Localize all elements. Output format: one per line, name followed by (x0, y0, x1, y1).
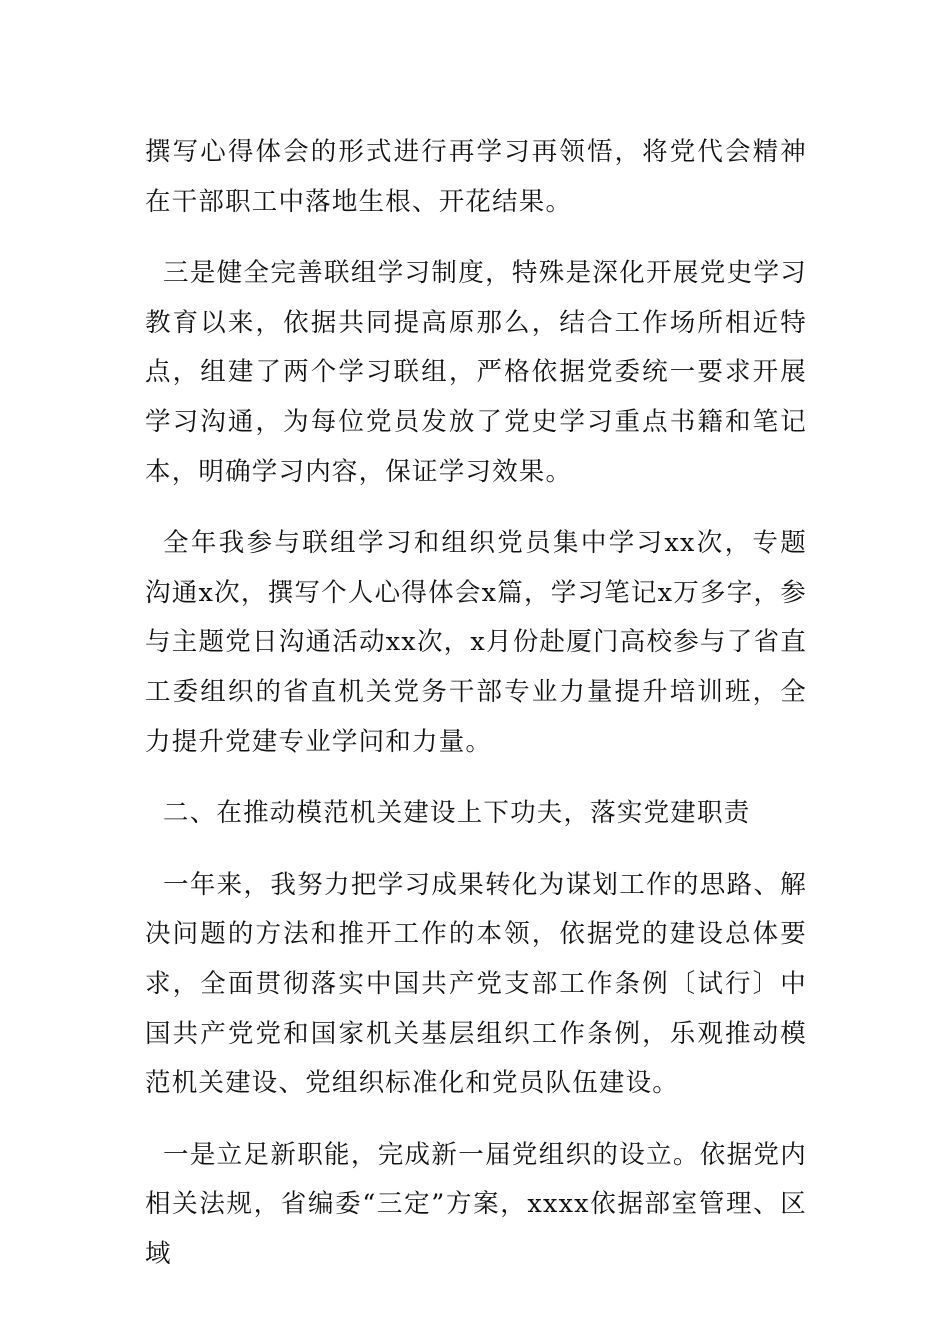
paragraph-annual-study-stats: 全年我参与联组学习和组织党员集中学习xx次，专题沟通x次，撰写个人心得体会x篇，学习笔记x万多字，参与主题党日沟通活动xx次，x月份赴厦门高校参与了省直工委组织的省直机关党务干部专业力量提升培训班，全力提升党建专业学问和力量。 (145, 528, 807, 757)
paragraph-year-review: 一年来，我努力把学习成果转化为谋划工作的思路、解决问题的方法和推开工作的本领，依据党的建设总体要求，全面贯彻落实中国共产党支部工作条例〔试行〕中国共产党党和国家机关基层组织工作条例，乐观推动模范机关建设、党组织标准化和党员队伍建设。 (145, 869, 807, 1099)
paragraph-continuation: 撰写心得体会的形式进行再学习再领悟，将党代会精神在干部职工中落地生根、开花结果。 (145, 137, 807, 217)
paragraph-new-functions: 一是立足新职能，完成新一届党组织的设立。依据党内相关法规，省编委“三定”方案，xxxx依据部室管理、区域 (145, 1139, 807, 1269)
section-heading-two: 二、在推动模范机关建设上下功夫，落实党建职责 (163, 798, 751, 829)
document-body (145, 128, 807, 1301)
paragraph-study-group-system: 三是健全完善联组学习制度，特殊是深化开展党史学习教育以来，依据共同提高原那么，结合工作场所相近特点，组建了两个学习联组，严格依据党委统一要求开展学习沟通，为每位党员发放了党史学习重点书籍和笔记本，明确学习内容，保证学习效果。 (145, 258, 807, 487)
